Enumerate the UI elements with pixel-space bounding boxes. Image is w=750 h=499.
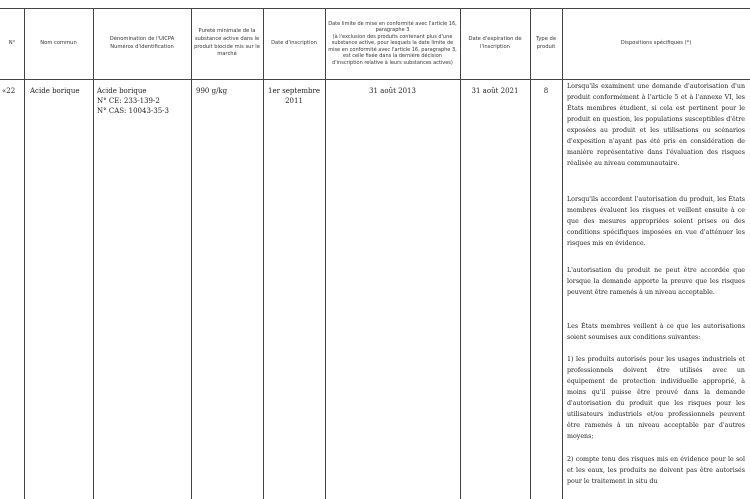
header-iupac: Dénomination de l'UICPA Numéros d'identification [109,35,175,50]
column-divider [460,8,461,499]
header-bottom-rule [0,79,750,80]
provision-item-2: 2) compte tenu des risques mis en évidence pour le sol et les eaux, les produits ne doivent pas être autorisés pour le traitement in situ du [567,456,745,485]
column-divider [562,8,563,499]
column-divider [24,8,25,499]
column-divider [325,8,326,499]
header-inscription-date: Date d'inscription [271,39,317,46]
header-number: N° [8,39,16,46]
provision-item-1: 1) les produits autorisés pour les usages industriels et professionnels doivent être utilisés avec un équipement de protection individuelle approprié, à moins qu'il puisse être prouvé dans la demande d'autorisation du produit que les risques pour les utilisateurs industriels et/ou professionnels peuvent être ramenés à un niveau acceptable par d'autres moyens; [567,356,745,440]
cas-number: N° CAS: 10043-35-3 [97,107,169,116]
column-divider [93,8,94,499]
header-common-name: Nom commun [40,39,77,46]
expiry-date-cell: 31 août 2021 [471,87,519,95]
column-divider [263,8,264,499]
common-name-cell: Acide borique [30,87,80,95]
iupac-name: Acide borique [97,87,147,95]
product-type-cell: 8 [543,87,549,95]
header-expiry-date: Date d'expiration de l'inscription [468,35,522,50]
provision-paragraph: Lorsqu'ils examinent une demande d'autorisation d'un produit conformément à l'article 5 et à l'annexe VI, les États membres étudient, si cela est pertinent pour le produit en question, les populations susceptibles d'être exposées au produit et les utilisations ou scénarios d'exposition n'ayant pas été pris en considération de manière représentative dans l'évaluation des risques réalisée au niveau communautaire. [567,83,745,167]
header-purity: Pureté minimale de la substance active dans le produit biocide mis sur le marché [194,28,260,58]
header-product-type: Type de produit [535,35,557,50]
ec-number: N° CE: 233-139-2 [97,97,160,106]
row-number: «22 [2,87,16,95]
provision-paragraph: Les États membres veillent à ce que les autorisations soient soumises aux conditions suivantes: [567,323,745,341]
provision-paragraph: Lorsqu'ils accordent l'autorisation du produit, les États membres évaluent les risques et veillent ensuite à ce que des mesures appropriées soient prises ou des conditions spécifiques imposées en vue d'atténuer les risques mis en évidence. [567,196,745,247]
header-compliance-date: Date limite de mise en conformité avec l'article 16, paragraphe 3 (à l'exclusion des produits contenant plus d'une substance active, pour lesquels la date limite de mise en conformité avec l'article 16, paragraphe 3, est celle fixée dans la dernière décision d'inscription relative à leurs substances actives) [328,21,457,66]
iupac-cell [97,86,189,117]
provision-paragraph: L'autorisation du produit ne peut être accordée que lorsque la demande apporte la preuve que les risques peuvent être ramenés à un niveau acceptable. [567,267,745,296]
substance-table [0,8,750,499]
compliance-date-cell: 31 août 2013 [369,87,416,95]
column-divider [191,8,192,499]
inscription-date-cell: 1er septembre 2011 [268,87,320,106]
column-divider [530,8,531,499]
purity-cell: 990 g/kg [196,87,228,95]
header-specific-provisions: Dispositions spécifiques (*) [620,39,692,46]
